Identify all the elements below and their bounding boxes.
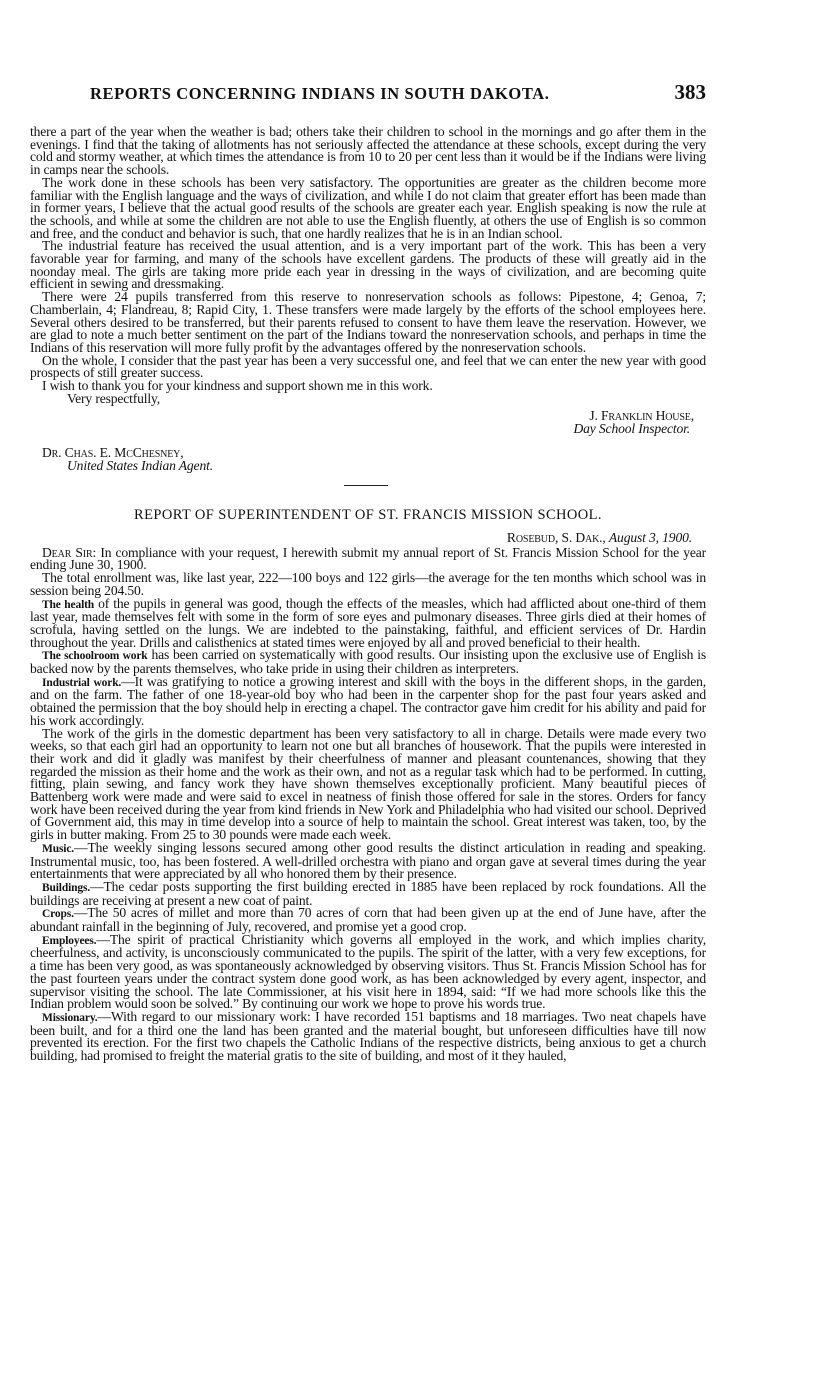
letter1-paragraph-2: The work done in these schools has been very satisfactory. The opportunities are greater as the children become more familiar with the English language and the ways of civilization, and while I do not claim that greater effort has been made than in former years, I believe that the actual good results of the schools are greater each year. English speaking is now the rule at the schools, and while at some the children are not able to use the English fluently, at others the use of English is so common and free, and the conduct and behavior is such, that one hardly realizes that he is in an Indian school. — [30, 174, 706, 241]
missionary-text: —With regard to our missionary work: I have recorded 151 baptisms and 18 marriages. Two neat chapels have been built, and for a third one the land has been granted and the material bought, but unforeseen difficulties have till now prevented its erection. For the first two chapels the Catholic Indians of the respective districts, being anxious to get a church building, had promised to freight the material gratis to the site of building, and most of it they hauled, — [30, 1009, 706, 1064]
report-girls-paragraph: The work of the girls in the domestic department has been very satisfactory to all in charge. Details were made every two weeks, so that each girl had an opportunity to learn not one but all branches of housework. That the pupils were interested in their work and did it gladly was manifest by their cheerfulness of manner and pleasant countenances, showing that they regarded the mission as their home and the work as their own, and not as a regular task which had to be performed. In cutting, fitting, plain sewing, and fancy work they have shown themselves exceptionally proficient. Many beautiful pieces of Battenberg work were made and were said to excel in neatness of finish those offered for sale in the stores. Orders for fancy work have been received during the year from kind friends in New York and Philadelphia who had visited our school. Deprived of Government aid, this may in time develop into a source of help to maintain the school. Great interest was taken, too, by the girls in butter making. From 25 to 30 pounds were made each week. — [30, 725, 706, 843]
section-divider — [344, 485, 388, 486]
letter1-signer-name: J. Franklin House, — [589, 408, 694, 424]
letter1-paragraph-1: there a part of the year when the weather is bad; others take their children to school in the mornings and go after them in the evenings. I find that the taking of allotments has not seriously affected the attendance at these schools, except during the very cold and stormy weather, at which times the attendance is from 10 to 20 per cent less than it would be if the Indians were living in camps near the schools. — [30, 124, 706, 178]
employees-heading: Employees. — [42, 934, 97, 947]
report-buildings-paragraph — [30, 878, 706, 908]
report-paragraph-2: The total enrollment was, like last year, 222—100 boys and 122 girls—the average for the ten months which school was in session being 204.50. — [30, 570, 706, 598]
running-title: REPORTS CONCERNING INDIANS IN SOUTH DAKOTA. — [90, 84, 550, 103]
report-place: Rosebud, S. Dak., — [506, 529, 606, 545]
buildings-heading: Buildings. — [42, 881, 91, 894]
page-header — [30, 80, 706, 108]
letter1-signer-title: Day School Inspector. — [573, 421, 690, 437]
health-heading: The health — [42, 598, 95, 611]
buildings-text: —The cedar posts supporting the first building erected in 1885 have been replaced by rock foundations. All the buildings are receiving at present a new coat of paint. — [30, 878, 706, 908]
letter1-paragraph-5: On the whole, I consider that the past year has been a very successful one, and feel that we can enter the new year with good prospects of still greater success. — [30, 352, 706, 381]
industrial-text: —It was gratifying to notice a growing interest and skill with the boys in the different shops, in the garden, and on the farm. The father of one 18-year-old boy who had been in the carpenter shop for the past four years asked and obtained the permission that the boy should help in erecting a chapel. The contractor gave him credit for his ability and paid for his work accordingly. — [30, 673, 706, 728]
report-schoolroom-paragraph — [30, 649, 706, 675]
schoolroom-text: has been carried on systematically with good results. Our insisting upon the exclusive use of English is backed now by the parents themselves, who take pride in using their children as interpreters. — [30, 647, 706, 677]
report-health-paragraph — [30, 595, 706, 650]
report-place-date — [30, 529, 706, 545]
page-body — [30, 126, 706, 1063]
letter1-closing: Very respectfully, — [67, 390, 161, 406]
letter1-paragraph-4: There were 24 pupils transferred from this reserve to nonreservation schools as follows: Pipestone, 4; Genoa, 7; Chamberlain, 4; Flandreau, 8; Rapid City, 1. These transfers were made largely by the efforts of the school employees here. Several others desired to be transferred, but their parents refused to consent to have them leave the reservation. However, we are glad to note a much better sentiment on the part of the Indians toward the nonreservation schools, and perhaps in time the Indians of this reservation will more fully profit by the advantages offered by the nonreservation schools. — [30, 289, 706, 355]
schoolroom-heading: The schoolroom work — [42, 650, 148, 663]
industrial-heading: Industrial work. — [42, 676, 122, 689]
report-crops-paragraph — [30, 907, 706, 933]
crops-heading: Crops. — [42, 908, 74, 921]
letter1-paragraph-3: The industrial feature has received the usual attention, and is a very important part of the work. This has been a very favorable year for farming, and many of the schools have excellent gardens. The products of these will greatly aid in the noonday meal. The girls are taking more pride each year in dressing in the ways of civilization, and are becoming quite efficient in sewing and dressmaking. — [30, 238, 706, 292]
letter1-paragraph-6: I wish to thank you for your kindness and support shown me in this work. — [42, 378, 433, 394]
report-employees-paragraph — [30, 931, 706, 1012]
music-heading: Music. — [42, 842, 74, 855]
report-date: August 3, 1900. — [608, 529, 692, 545]
music-text: —The weekly singing lessons secured among other good results the distinct articulation in reading and speaking. Instrumental music, too, has been fostered. A well-drilled orchestra with piano and organ gave at several times during the year entertainments that were appreciated by all who honored them by their presence. — [30, 839, 706, 882]
report-music-paragraph — [30, 839, 706, 882]
report-industrial-paragraph — [30, 673, 706, 728]
report-title: REPORT OF SUPERINTENDENT OF ST. FRANCIS MISSION SCHOOL. — [134, 507, 602, 524]
letter1-addressee-title: United States Indian Agent. — [67, 457, 213, 473]
report-missionary-paragraph — [30, 1011, 706, 1063]
page-number: 383 — [674, 80, 706, 104]
health-text: of the pupils in general was good, though the effects of the measles, which had afflicted about one-third of them last year, made themselves felt with some in the form of sore eyes and pulmonary diseases. Three girls died at their homes of scrofula, having settled on the lungs. We are indebted to the painstaking, faithful, and efficient services of Dr. Hardin throughout the year. Drills and calisthenics at stated times were enjoyed by all and proved beneficial to their health. — [30, 595, 706, 650]
report-paragraph-1 — [30, 544, 707, 573]
missionary-heading: Missionary. — [42, 1012, 98, 1024]
letter1-addressee-name: Dr. Chas. E. McChesney, — [42, 444, 184, 460]
employees-text: —The spirit of practical Christianity which governs all employed in the work, and which implies charity, cheerfulness, and activity, is unconsciously communicated to the pupils. The spirit of the latter, with a very few exceptions, for a time has been very good, as was spontaneously acknowledged by observing visitors. Thus St. Francis Mission School has for the past fourteen years under the contract system done good work, as has been acknowledged by every agent, inspector, and supervisor visiting the school. The late Commissioner, at his visit here in 1894, said: “If we had more schools like this the Indian problem would soon be solved.” By continuing our work we hope to prove his words true. — [30, 931, 706, 1012]
report-intro-text: In compliance with your request, I herewith submit my annual report of St. Francis Mission School for the year ending June 30, 1900. — [30, 544, 707, 573]
crops-text: —The 50 acres of millet and more than 70 acres of corn that had been given up at the end of June have, after the abundant rainfall in the beginning of July, recovered, and promise yet a good crop. — [30, 905, 706, 935]
report-salutation: Dear Sir: — [42, 544, 97, 560]
